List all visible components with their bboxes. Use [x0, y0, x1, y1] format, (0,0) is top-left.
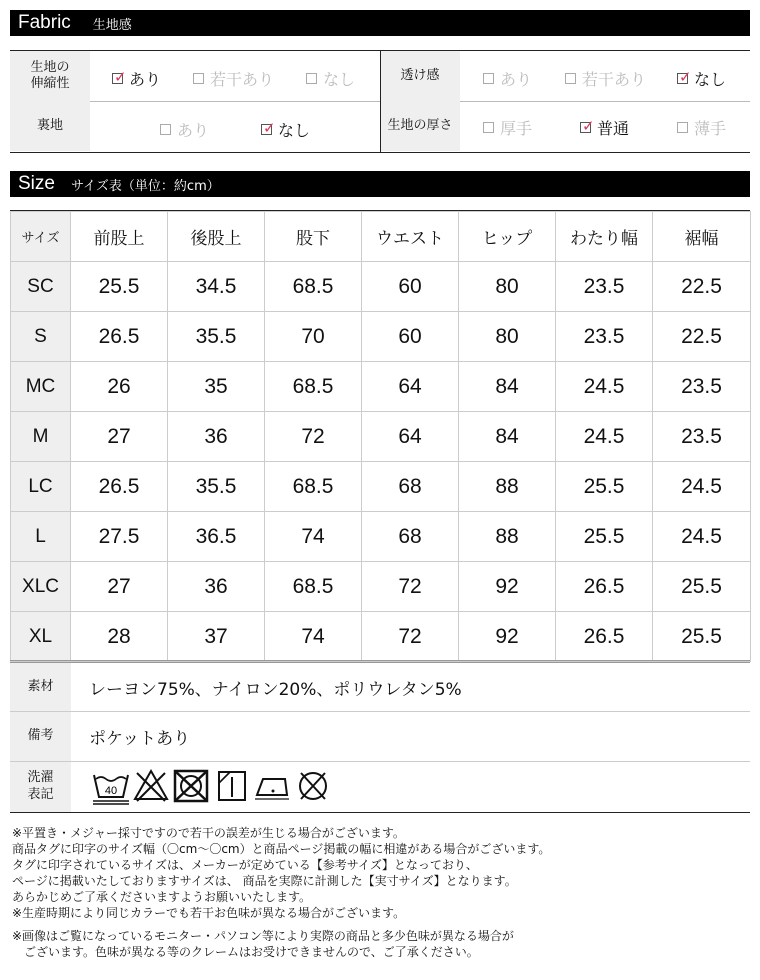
table-cell: 80: [459, 312, 556, 362]
remarks-row: [10, 712, 750, 762]
table-cell: 23.5: [653, 412, 751, 462]
notes: [12, 825, 752, 960]
option-label: なし: [278, 121, 311, 140]
stretch-option-ari: [112, 67, 161, 90]
table-row: [11, 262, 751, 312]
option-label: 薄手: [694, 119, 727, 138]
table-cell: 64: [362, 412, 459, 462]
stretch-label-line1: 生地の: [30, 60, 70, 76]
table-cell: 92: [459, 612, 556, 662]
table-cell: 24.5: [556, 362, 653, 412]
table-cell: 80: [459, 262, 556, 312]
table-row: [11, 462, 751, 512]
table-cell: 23.5: [653, 362, 751, 412]
note-line: あらかじめご了承くださいますようお願いいたします。: [12, 890, 312, 904]
no-bleach-icon: [135, 771, 167, 801]
table-cell: 24.5: [653, 512, 751, 562]
table-cell: 68.5: [265, 362, 362, 412]
sheer-option-jakkan: [565, 67, 646, 90]
note-line: 商品タグに印字のサイズ幅（〇cm〜〇cm）と商品ページ掲載の幅に相違がある場合がございます。: [12, 842, 551, 856]
table-cell: 60: [362, 312, 459, 362]
iron-low-icon: [255, 779, 289, 799]
lining-label: 裏地: [10, 101, 90, 151]
table-cell: 72: [265, 412, 362, 462]
note-line: タグに印字されているサイズは、メーカーが定めている【参考サイズ】となっており、: [12, 858, 478, 872]
column-header: ヒップ: [459, 212, 556, 262]
care-symbols: [91, 767, 341, 807]
table-row: [11, 312, 751, 362]
option-label: あり: [129, 70, 162, 89]
material-value: レーヨン75%、ナイロン20%、ポリウレタン5%: [89, 679, 462, 700]
option-label: 若干あり: [210, 70, 275, 89]
fabric-title: Fabric: [18, 12, 71, 33]
table-row: [11, 562, 751, 612]
table-row: [11, 612, 751, 662]
remarks-value: ポケットあり: [89, 729, 191, 749]
material-label: 素材: [10, 663, 71, 711]
size-label: LC: [11, 462, 71, 512]
table-cell: 36: [168, 412, 265, 462]
care-label-line1: 洗濯: [27, 770, 54, 786]
table-row: [11, 362, 751, 412]
table-cell: 72: [362, 562, 459, 612]
table-cell: 23.5: [556, 262, 653, 312]
lining-option-ari: [160, 118, 209, 141]
care-label-line2: 表記: [27, 787, 54, 802]
fabric-divider: [380, 51, 381, 152]
note-line: ページに掲載いたしておりますサイズは、 商品を実際に計測した【実寸サイズ】となります。: [12, 874, 517, 888]
table-cell: 68.5: [265, 562, 362, 612]
table-cell: 88: [459, 462, 556, 512]
option-label: なし: [323, 70, 356, 89]
size-table-header-row: [11, 212, 751, 262]
line-dry-shade-icon: [219, 772, 245, 800]
table-cell: 68: [362, 462, 459, 512]
table-cell: 23.5: [556, 312, 653, 362]
checkbox-checked-icon: ✓: [679, 68, 692, 86]
table-cell: 84: [459, 362, 556, 412]
option-label: 普通: [597, 119, 630, 138]
checkbox-checked-icon: ✓: [114, 68, 127, 86]
size-label: XL: [11, 612, 71, 662]
checkbox-checked-icon: ✓: [263, 119, 276, 137]
table-cell: 72: [362, 612, 459, 662]
size-label: MC: [11, 362, 71, 412]
no-tumble-dry-icon: [175, 771, 207, 801]
table-cell: 24.5: [653, 462, 751, 512]
table-cell: 25.5: [653, 562, 751, 612]
wash-temp-label: 40: [104, 785, 118, 797]
lining-option-nashi: [261, 118, 310, 141]
column-header: ウエスト: [362, 212, 459, 262]
table-cell: 68.5: [265, 462, 362, 512]
sheer-option-nashi: [677, 67, 726, 90]
table-cell: 22.5: [653, 312, 751, 362]
table-cell: 35: [168, 362, 265, 412]
checkbox-empty-icon: [306, 73, 317, 84]
table-cell: 22.5: [653, 262, 751, 312]
column-header: わたり幅: [556, 212, 653, 262]
table-cell: 37: [168, 612, 265, 662]
info-table: [10, 660, 750, 813]
checkbox-empty-icon: [483, 73, 494, 84]
table-cell: 92: [459, 562, 556, 612]
fabric-table: [10, 50, 750, 153]
table-cell: 25.5: [653, 612, 751, 662]
size-label: L: [11, 512, 71, 562]
checkbox-empty-icon: [193, 73, 204, 84]
size-corner-label: サイズ: [11, 212, 71, 262]
table-row: [11, 512, 751, 562]
size-header: [10, 171, 750, 197]
table-cell: 27.5: [71, 512, 168, 562]
thickness-option-futsu: [580, 116, 629, 139]
table-cell: 36: [168, 562, 265, 612]
remarks-label: 備考: [10, 712, 71, 761]
size-title: Size: [18, 173, 55, 194]
stretch-label: [10, 51, 90, 101]
table-cell: 24.5: [556, 412, 653, 462]
sheer-label: 透け感: [380, 51, 460, 101]
care-label: [10, 762, 71, 812]
table-cell: 26.5: [556, 562, 653, 612]
stretch-option-nashi: [306, 67, 355, 90]
washtub-40-icon: [93, 775, 129, 804]
option-label: あり: [500, 70, 533, 89]
table-cell: 35.5: [168, 462, 265, 512]
fabric-subtitle: 生地感: [92, 17, 132, 33]
material-row: [10, 663, 750, 712]
table-cell: 27: [71, 412, 168, 462]
care-icons: [71, 762, 750, 812]
sheer-option-ari: [483, 67, 532, 90]
checkbox-empty-icon: [483, 122, 494, 133]
option-label: 若干あり: [582, 70, 647, 89]
checkbox-empty-icon: [677, 122, 688, 133]
table-cell: 68: [362, 512, 459, 562]
checkbox-empty-icon: [565, 73, 576, 84]
option-label: あり: [177, 121, 210, 140]
table-cell: 26.5: [71, 312, 168, 362]
size-label: XLC: [11, 562, 71, 612]
checkbox-empty-icon: [160, 124, 171, 135]
note-line: ※画像はご覧になっているモニター・パソコン等により実際の商品と多少色味が異なる場合が: [12, 929, 514, 943]
table-cell: 25.5: [71, 262, 168, 312]
fabric-header: [10, 10, 750, 36]
column-header: 前股上: [71, 212, 168, 262]
stretch-label-line2: 伸縮性: [30, 76, 70, 91]
table-cell: 26.5: [71, 462, 168, 512]
table-cell: 35.5: [168, 312, 265, 362]
size-subtitle: サイズ表（単位：約cm）: [70, 178, 220, 194]
option-label: なし: [694, 70, 727, 89]
table-cell: 36.5: [168, 512, 265, 562]
stretch-option-jakkan: [193, 67, 274, 90]
table-cell: 27: [71, 562, 168, 612]
table-cell: 28: [71, 612, 168, 662]
table-cell: 64: [362, 362, 459, 412]
note-line: ※平置き・メジャー採寸ですので若干の誤差が生じる場合がございます。: [12, 826, 405, 840]
table-cell: 25.5: [556, 512, 653, 562]
note-line: ございます。色味が異なる等のクレームはお受けできませんので、ご了承ください。: [12, 945, 479, 959]
table-cell: 74: [265, 512, 362, 562]
checkbox-checked-icon: ✓: [582, 117, 595, 135]
table-cell: 74: [265, 612, 362, 662]
care-row: [10, 762, 750, 812]
size-label: S: [11, 312, 71, 362]
table-cell: 26: [71, 362, 168, 412]
thickness-option-atsude: [483, 116, 532, 139]
column-header: 裾幅: [653, 212, 751, 262]
table-cell: 25.5: [556, 462, 653, 512]
note-line: ※生産時期により同じカラーでも若干お色味が異なる場合がございます。: [12, 906, 406, 920]
table-cell: 84: [459, 412, 556, 462]
table-row: [11, 412, 751, 462]
table-cell: 34.5: [168, 262, 265, 312]
table-cell: 60: [362, 262, 459, 312]
size-label: SC: [11, 262, 71, 312]
option-label: 厚手: [500, 119, 533, 138]
table-cell: 70: [265, 312, 362, 362]
thickness-option-usude: [677, 116, 726, 139]
no-dry-clean-icon: [300, 773, 326, 799]
table-cell: 88: [459, 512, 556, 562]
size-table: [10, 210, 750, 662]
column-header: 後股上: [168, 212, 265, 262]
table-cell: 26.5: [556, 612, 653, 662]
thickness-label: 生地の厚さ: [380, 101, 460, 151]
size-label: M: [11, 412, 71, 462]
table-cell: 68.5: [265, 262, 362, 312]
column-header: 股下: [265, 212, 362, 262]
